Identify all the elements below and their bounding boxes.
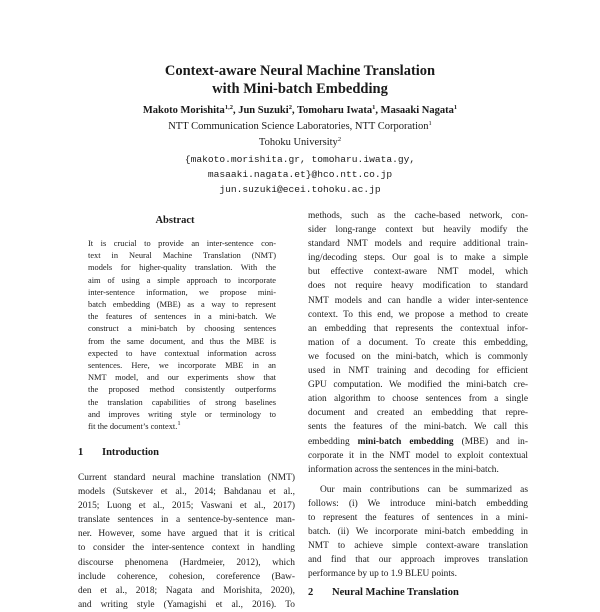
author-1: Makoto Morishita xyxy=(142,105,225,116)
body-line: Current standard neural machine translation (NMT) xyxy=(78,473,295,483)
body-line: include coherence, cohesion, coreference (Baw- xyxy=(78,571,295,582)
section-1-heading xyxy=(78,447,159,458)
abstract-line: from the same document, and thus the MBE is xyxy=(88,336,276,346)
affiliation-2-text: Tohoku University xyxy=(258,137,338,148)
abstract-line: and improves writing style or terminology to xyxy=(88,409,276,419)
abstract-line: NMT model, and our experiments show that xyxy=(88,373,276,383)
author-separator: , xyxy=(291,105,297,116)
mbe-pre: embedding xyxy=(308,436,358,447)
abstract-line: aim of using a simple approach to incorporate xyxy=(88,275,276,285)
paper-title-line-2: with Mini-batch Embedding xyxy=(212,81,388,97)
body-line: and writing style (Yamagishi et al., 2016). To xyxy=(78,599,295,610)
author-1-affil: 1,2 xyxy=(224,104,233,111)
author-2: Jun Suzuki xyxy=(238,105,289,116)
abstract-line xyxy=(88,421,276,433)
body-line: models (Sutskever et al., 2014; Bahdanau et al., xyxy=(78,487,295,498)
section-2-heading xyxy=(308,587,459,598)
affiliation-2-mark: 2 xyxy=(337,136,342,143)
body-line: an embedding that represents the contextual infor- xyxy=(308,323,528,334)
body-line: context. To this end, we propose a method to create xyxy=(308,309,528,320)
body-line: NMT models and can handle a wider inter-sentence xyxy=(308,295,528,306)
body-line-mbe xyxy=(308,435,528,449)
body-line: mation of a document. To create this embedding, xyxy=(308,337,528,348)
body-line: GPU computation. We modified the mini-batch cre- xyxy=(308,380,528,391)
body-line: sider long-range context but heavily modify the xyxy=(308,225,528,236)
email-line-1[interactable]: {makoto.morishita.gr, tomoharu.iwata.gy, xyxy=(184,154,416,165)
body-line: corporate it in the NMT model to exploit contextual xyxy=(308,450,528,461)
body-line: performance by up to 1.9 BLEU points. xyxy=(308,569,457,580)
author-separator: , xyxy=(375,105,381,116)
author-separator: , xyxy=(232,105,239,116)
abstract-line: models for higher-quality translation. With the xyxy=(88,263,276,273)
body-line: to consider the inter-sentence context in handling xyxy=(78,543,295,554)
body-line: ation algorithm to choose sentences from a single xyxy=(308,394,528,405)
body-line: 2015; Luong et al., 2015; Vaswani et al., 2017) xyxy=(78,501,295,512)
abstract-line: It is crucial to provide an inter-sentence con- xyxy=(88,239,276,248)
body-line: but effective context-aware NMT model, which xyxy=(308,267,528,278)
mbe-term: mini-batch embedding xyxy=(357,436,454,447)
body-line: and find that our approach improves translation xyxy=(308,555,528,566)
abstract-line: the proposed method consistently outperforms xyxy=(88,385,276,395)
section-2-title: Neural Machine Translation xyxy=(332,587,459,598)
abstract-line: the translation capabilities of strong baselines xyxy=(88,397,276,407)
abstract-line: sentences. Here, we incorporate MBE in an xyxy=(88,361,276,371)
abstract-body xyxy=(88,238,276,433)
abstract-line: expected to have contextual information across xyxy=(88,348,276,358)
body-line: sents the features of the mini-batch. We call this xyxy=(308,422,528,433)
body-line: follows: (i) We introduce mini-batch embedding xyxy=(308,498,528,509)
body-line: methods, such as the cache-based network, con- xyxy=(308,211,528,221)
affiliation-1-text: NTT Communication Science Laboratories, NTT Corporation xyxy=(168,121,429,132)
abstract-heading: Abstract xyxy=(155,215,195,226)
body-line: used in NMT training and decoding for efficient xyxy=(308,366,528,377)
body-line: document and created an embedding that repre- xyxy=(308,408,528,419)
body-line: information across the sentences in the mini-batch. xyxy=(308,464,499,475)
email-line-2[interactable]: masaaki.nagata.et}@hco.ntt.co.jp xyxy=(207,169,393,180)
introduction-body xyxy=(78,471,295,612)
author-3: Tomoharu Iwata xyxy=(297,105,373,116)
body-line: NMT to achieve simple context-aware translation xyxy=(308,541,528,552)
abstract-line: the features of sentences in a mini-batch. We xyxy=(88,312,276,322)
right-column-body xyxy=(308,209,528,581)
body-line: discourse phenomena (Hardmeier, 2012), which xyxy=(78,557,295,568)
affiliation-1 xyxy=(0,121,600,132)
section-1-number: 1 xyxy=(78,447,84,458)
section-2-number: 2 xyxy=(308,587,314,598)
paper-title-line-1: Context-aware Neural Machine Translation xyxy=(164,63,436,79)
abstract-line: inter-sentence information, we propose mini- xyxy=(88,287,276,297)
abstract-line: text in Neural Machine Translation (NMT) xyxy=(88,251,276,261)
author-2-affil: 2 xyxy=(288,104,292,111)
author-4-affil: 1 xyxy=(453,104,458,111)
body-line: Our main contributions can be summarized as xyxy=(320,484,528,495)
abstract-line: construct a mini-batch by choosing sentences xyxy=(88,324,276,334)
body-line: batch. (ii) We incorporate mini-batch embedding in xyxy=(308,527,528,538)
body-line: does not require heavy modification to standard xyxy=(308,281,528,292)
author-list xyxy=(0,105,600,116)
body-line: to represent the features of sentences in a mini- xyxy=(308,512,528,523)
body-line: translate sentences in a sentence-by-sentence man- xyxy=(78,515,295,526)
email-line-3[interactable]: jun.suzuki@ecei.tohoku.ac.jp xyxy=(219,184,381,195)
body-line: we focused on the mini-batch, which is commonly xyxy=(308,351,528,362)
mbe-post: (MBE) and in- xyxy=(453,436,528,447)
abstract-last-text: fit the document’s context. xyxy=(88,422,178,432)
footnote-mark[interactable]: 1 xyxy=(177,420,181,428)
author-3-affil: 1 xyxy=(372,104,376,111)
body-line: den et al., 2018; Nagata and Morishita, 2020), xyxy=(78,585,295,596)
abstract-line: batch embedding (MBE) as a way to represent xyxy=(88,300,276,310)
section-1-title: Introduction xyxy=(102,447,159,458)
body-line: ing/decoding steps. Our goal is to make a simple xyxy=(308,253,528,264)
author-4: Masaaki Nagata xyxy=(380,105,454,116)
affiliation-1-mark: 1 xyxy=(428,120,432,127)
affiliation-2 xyxy=(0,137,600,148)
body-line: ner. However, some have argued that it is critical xyxy=(78,529,295,540)
body-line: standard NMT models and require additional train- xyxy=(308,239,528,250)
